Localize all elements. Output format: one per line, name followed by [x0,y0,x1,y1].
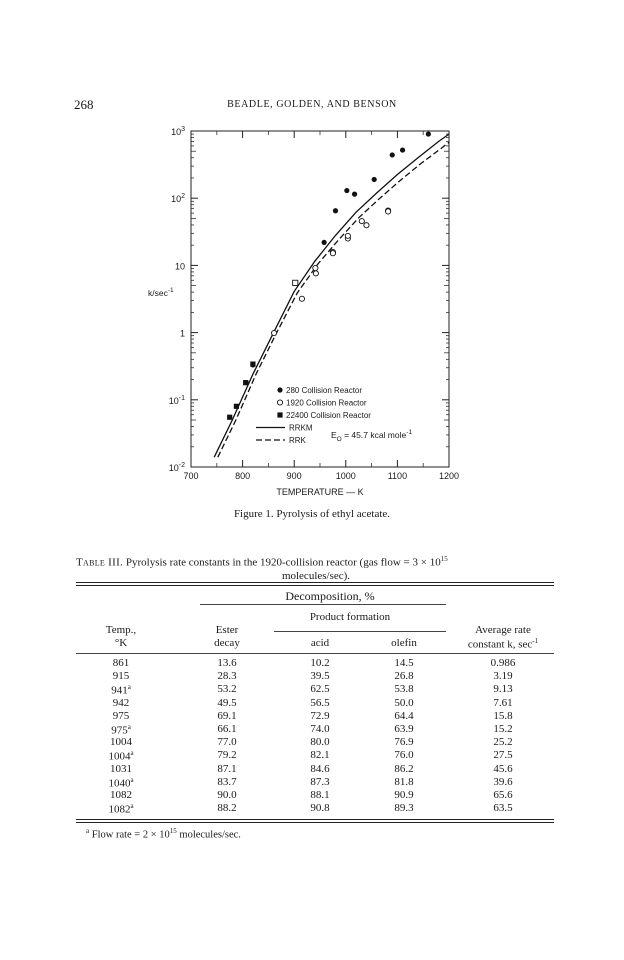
table-cell-acid [285,723,355,735]
data-point [293,280,298,285]
table-cell-ester [192,776,262,788]
decomposition-rule [200,604,446,605]
table-cell-olefin [369,683,439,695]
table-footnote [86,827,241,841]
cell-value: 82.1 [310,749,330,762]
curve-rrk [218,142,449,457]
cell-value: 84.6 [310,762,330,775]
cell-footnote-mark: a [130,775,134,784]
table-cell-olefin [369,749,439,761]
table-cell-acid [285,789,355,801]
y-tick-label: 10 [174,261,185,272]
header-olefin: olefin [391,637,417,649]
cell-value: 27.5 [493,749,513,762]
table-cell-ester [192,763,262,775]
x-tick-label: 700 [183,471,199,481]
table-cell-rate [468,670,538,682]
table-cell-olefin [369,670,439,682]
table-cell-temp [86,723,156,737]
cell-value: 87.3 [310,775,330,788]
header-rate-sup: -1 [532,637,539,645]
table-cell-rate [468,683,538,695]
cell-value: 39.6 [493,775,513,788]
cell-value: 62.5 [310,683,330,696]
table-cell-acid [285,776,355,788]
table-cell-temp [86,763,156,775]
cell-value: 72.9 [310,709,330,722]
cell-value: 1082 [110,789,132,801]
cell-value: 1031 [110,762,132,775]
cell-value: 39.5 [310,670,330,683]
cell-value: 63.9 [394,723,414,735]
legend-marker [277,412,282,417]
curve-rrkm [214,134,449,457]
table-cell-rate [468,802,538,814]
table-cell-ester [192,749,262,761]
cell-value: 1004 [108,751,131,764]
cell-value: 26.8 [394,670,414,683]
table-cell-acid [285,683,355,695]
table-cell-olefin [369,723,439,735]
x-tick-label: 1100 [387,471,408,481]
cell-value: 88.1 [310,789,330,801]
cell-footnote-mark: a [130,802,134,811]
data-point [386,209,391,214]
y-tick-label: $10^2$ [171,193,185,205]
data-point [250,361,255,366]
cell-value: 49.5 [217,696,237,709]
data-point [234,404,239,409]
cell-value: 76.9 [394,736,414,749]
y-axis-label: $k/\sec^{-1}$ [148,287,174,299]
cell-value: 77.0 [217,736,237,749]
data-point [271,330,276,335]
table-cell-temp [86,789,156,801]
cell-value: 915 [112,670,130,683]
figure-caption: Figure 1. Pyrolysis of ethyl acetate. [233,508,391,520]
cell-footnote-mark: a [127,683,131,692]
table-cell-acid [285,736,355,748]
footnote-sup: 15 [169,827,177,835]
header-bottom-rule [76,653,554,654]
cell-value: 941 [111,685,128,698]
table-top-rule-2 [76,585,554,586]
table-cell-ester [192,710,262,722]
table-cell-temp [86,670,156,682]
cell-value: 975 [112,709,130,722]
legend-label: RRKM [289,423,313,433]
table-cell-temp [86,683,156,697]
cell-value: 56.5 [310,696,330,709]
x-tick-label: 1200 [438,471,460,481]
table-cell-rate [468,749,538,761]
table-cell-olefin [369,763,439,775]
header-ester: Ester [215,624,239,636]
cell-value: 942 [112,696,130,709]
table-caption-sup: 15 [440,555,448,563]
table-cell-ester [192,723,262,735]
cell-value: 53.2 [217,683,237,696]
cell-value: 74.0 [310,723,330,735]
cell-value: 14.5 [394,657,414,669]
table-caption-line2: molecules/sec). [281,569,351,582]
table-cell-olefin [369,710,439,722]
cell-value: 7.61 [493,696,513,709]
header-temp-unit: °K [114,637,128,649]
y-tick-label: 1 [179,328,185,339]
table-cell-olefin [369,697,439,709]
cell-value: 63.5 [493,802,513,815]
cell-value: 15.8 [493,709,513,722]
table-cell-temp [86,697,156,709]
table-caption-text: Pyrolysis rate constants in the 1920-collision reactor (gas flow = 3 × 10 [123,556,441,569]
table-cell-ester [192,802,262,814]
table-cell-temp [86,802,156,816]
cell-value: 0.986 [490,657,516,669]
header-ester-decay: decay [214,637,240,649]
data-point [400,147,405,152]
cell-value: 69.1 [217,709,237,722]
x-tick-label: 800 [235,471,251,481]
table-cell-rate [468,697,538,709]
table-cell-temp [86,710,156,722]
cell-value: 13.6 [217,657,237,669]
table-cell-temp [86,776,156,790]
cell-value: 90.8 [310,802,330,815]
cell-value: 81.8 [394,775,414,788]
footnote-text: Flow rate = 2 × 10 [89,829,170,841]
table-cell-acid [285,749,355,761]
table-cell-acid [285,763,355,775]
cell-value: 80.0 [310,736,330,749]
table-cell-rate [468,776,538,788]
cell-value: 86.2 [394,762,414,775]
cell-value: 64.4 [394,709,414,722]
table-caption-lead: Table III. [76,556,124,569]
table-cell-rate [468,723,538,735]
cell-value: 66.1 [217,723,237,735]
table-cell-temp [86,736,156,748]
footnote-mark: a [86,827,90,835]
table-cell-olefin [369,736,439,748]
cell-value: 28.3 [217,670,237,683]
data-point [322,240,327,245]
x-tick-label: 1000 [335,471,356,481]
table-cell-ester [192,697,262,709]
table-cell-olefin [369,802,439,814]
cell-value: 975 [111,724,128,737]
x-axis-label: TEMPERATURE — K [276,487,364,497]
cell-value: 45.6 [493,762,513,775]
data-point [364,223,369,228]
data-point [372,177,377,182]
table-cell-acid [285,802,355,814]
y-tick-label: $10^{-1}$ [168,394,185,406]
table-cell-acid [285,710,355,722]
table-bottom-rule [76,819,554,820]
cell-footnote-mark: a [127,723,131,731]
legend-label: 280 Collision Reactor [286,386,363,395]
table-top-rule [76,582,554,583]
cell-value: 65.6 [493,789,513,801]
header-temp: Temp., [105,624,137,636]
table-cell-temp [86,657,156,669]
legend-label: 1920 Collision Reactor [286,398,367,408]
cell-value: 1082 [108,803,131,816]
cell-value: 79.2 [217,749,237,762]
table-cell-rate [468,763,538,775]
table-cell-ester [192,657,262,669]
running-title: BEADLE, GOLDEN, AND BENSON [227,99,397,110]
cell-value: 25.2 [493,736,513,749]
header-rate-unit-text: constant k, sec [467,638,533,651]
table-cell-ester [192,683,262,695]
table-cell-olefin [369,657,439,669]
header-rate: Average rate [475,624,531,636]
table-cell-temp [86,749,156,763]
table-cell-rate [468,657,538,669]
product-rule [274,631,446,632]
cell-value: 861 [112,657,130,669]
table-cell-ester [192,670,262,682]
table-cell-acid [285,657,355,669]
cell-value: 1004 [110,736,132,749]
x-tick-label: 900 [286,471,302,481]
data-point [390,152,395,157]
data-point [227,415,232,420]
legend-marker [277,387,282,392]
data-point [313,265,318,270]
table-cell-rate [468,710,538,722]
legend-label: RRK [289,436,306,445]
data-point [243,380,248,385]
table-cell-ester [192,789,262,801]
data-point [313,271,318,276]
data-point [299,296,304,301]
table-cell-acid [285,670,355,682]
cell-value: 1040 [108,777,131,790]
table-cell-rate [468,789,538,801]
header-product-formation: Product formation [309,611,391,623]
table-cell-olefin [369,776,439,788]
table-cell-olefin [369,789,439,801]
legend-label: 22400 Collision Reactor [286,411,371,420]
cell-value: 89.3 [394,802,414,815]
data-point [345,233,350,238]
data-point [352,192,357,197]
table-cell-ester [192,736,262,748]
cell-value: 90.9 [394,789,414,801]
data-point [359,219,364,224]
cell-value: 3.19 [493,670,513,683]
cell-footnote-mark: a [130,749,134,758]
header-rate-unit [446,637,560,651]
cell-value: 53.8 [394,683,414,696]
legend-marker [277,400,282,405]
cell-value: 76.0 [394,749,414,762]
cell-value: 90.0 [217,789,237,801]
y-tick-label: $10^{-2}$ [168,462,185,473]
cell-value: 10.2 [310,657,330,669]
cell-value: 87.1 [217,762,237,775]
page-number: 268 [74,97,94,112]
table-caption [76,553,556,583]
table-cell-rate [468,736,538,748]
table-bottom-rule-2 [76,822,554,823]
table-cell-acid [285,697,355,709]
data-point [330,251,335,256]
activation-energy-label: $E_O = 45.7$ kcal mole$^{-1}$ [331,429,413,443]
cell-value: 88.2 [217,802,237,815]
data-point [426,131,431,136]
header-decomposition: Decomposition, % [285,589,375,603]
y-tick-label: $10^3$ [171,126,185,137]
cell-value: 15.2 [493,723,513,735]
footnote-rest: molecules/sec. [176,829,241,841]
cell-value: 9.13 [493,683,513,696]
data-point [333,208,338,213]
data-point [344,188,349,193]
header-acid: acid [310,637,330,649]
cell-value: 50.0 [394,696,414,709]
cell-value: 83.7 [217,775,237,788]
